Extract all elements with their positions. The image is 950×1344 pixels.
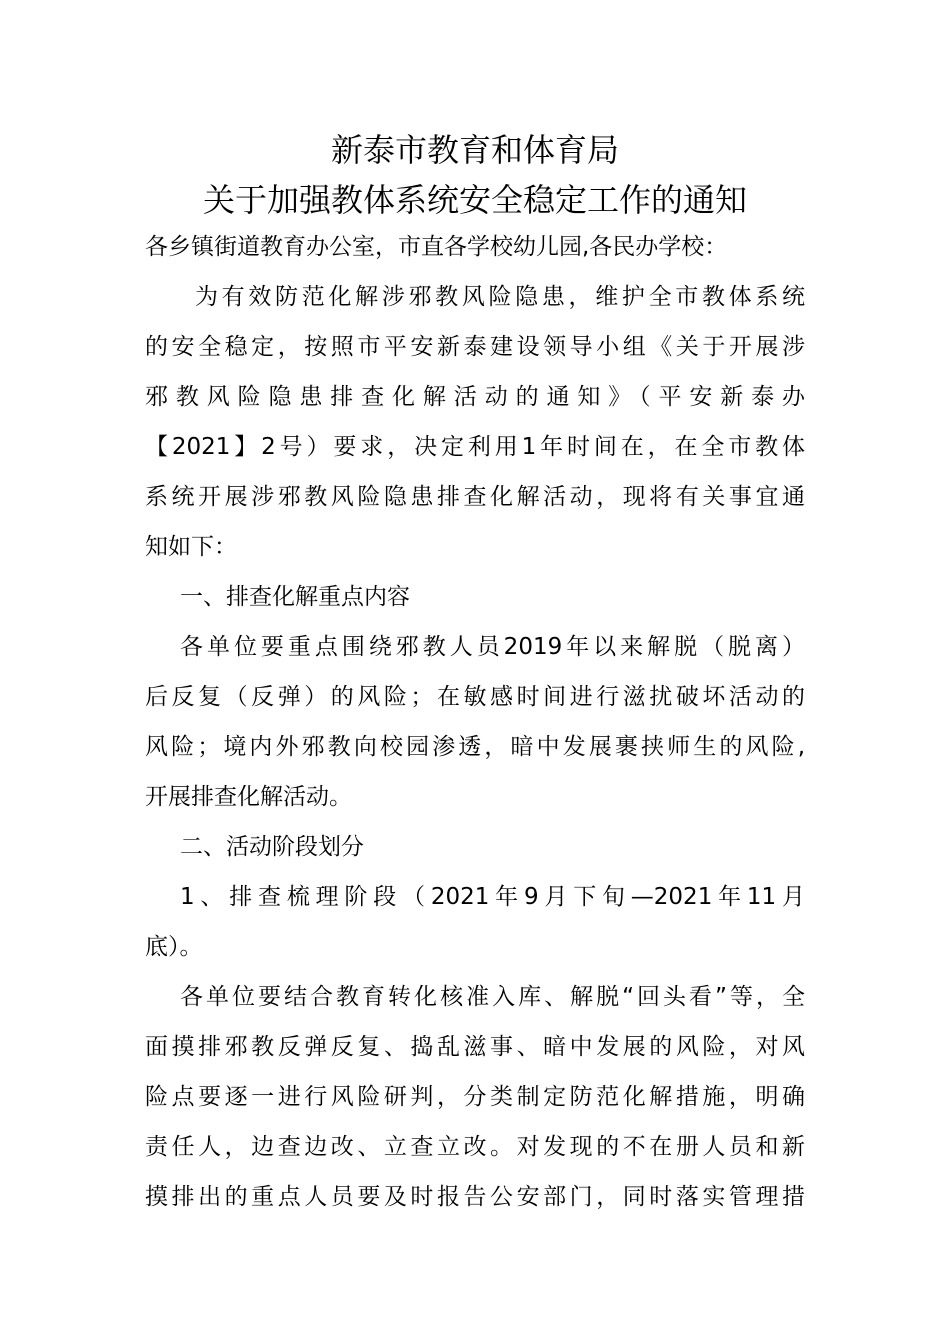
body-line: 开展排查化解活动。: [145, 784, 352, 810]
body-line: 邪教风险隐患排查化解活动的通知》（平安新泰办: [145, 384, 805, 410]
body-line: 风险；境内外邪教向校园渗透，暗中发展裹挟师生的风险,: [145, 734, 805, 760]
body-line: 后反复（反弹）的风险；在敏感时间进行滋扰破坏活动的: [145, 684, 805, 710]
body-line: 知如下：: [145, 534, 237, 560]
body-line: 底）。: [145, 934, 203, 960]
subsection-heading: 1、排查梳理阶段（2021年9月下旬—2021年11月: [180, 884, 805, 910]
document-title-line-2: 关于加强教体系统安全稳定工作的通知: [202, 181, 747, 219]
body-line: 摸排出的重点人员要及时报告公安部门，同时落实管理措: [145, 1184, 805, 1210]
body-line: 各单位要重点围绕邪教人员2019年以来解脱（脱离）: [180, 634, 805, 660]
document-title-line-1: 新泰市教育和体育局: [330, 131, 619, 169]
body-line: 的安全稳定，按照市平安新泰建设领导小组《关于开展涉: [145, 334, 805, 360]
body-line: 责任人，边查边改、立查立改。对发现的不在册人员和新: [145, 1134, 805, 1160]
body-line: 各单位要结合教育转化核准入库、解脱“回头看”等，全: [180, 984, 805, 1010]
body-line: 险点要逐一进行风险研判，分类制定防范化解措施，明确: [145, 1084, 805, 1110]
addressee: 各乡镇街道教育办公室，市直各学校幼儿园,各民办学校：: [145, 234, 728, 260]
section-heading-1: 一、排查化解重点内容: [180, 584, 410, 610]
body-line: 为有效防范化解涉邪教风险隐患，维护全市教体系统: [195, 284, 805, 310]
body-line: 系统开展涉邪教风险隐患排查化解活动，现将有关事宜通: [145, 484, 805, 510]
body-line: 面摸排邪教反弹反复、捣乱滋事、暗中发展的风险，对风: [145, 1034, 805, 1060]
body-line: 【2021】2号）要求，决定利用1年时间在，在全市教体: [145, 434, 805, 460]
section-heading-2: 二、活动阶段划分: [180, 834, 364, 860]
